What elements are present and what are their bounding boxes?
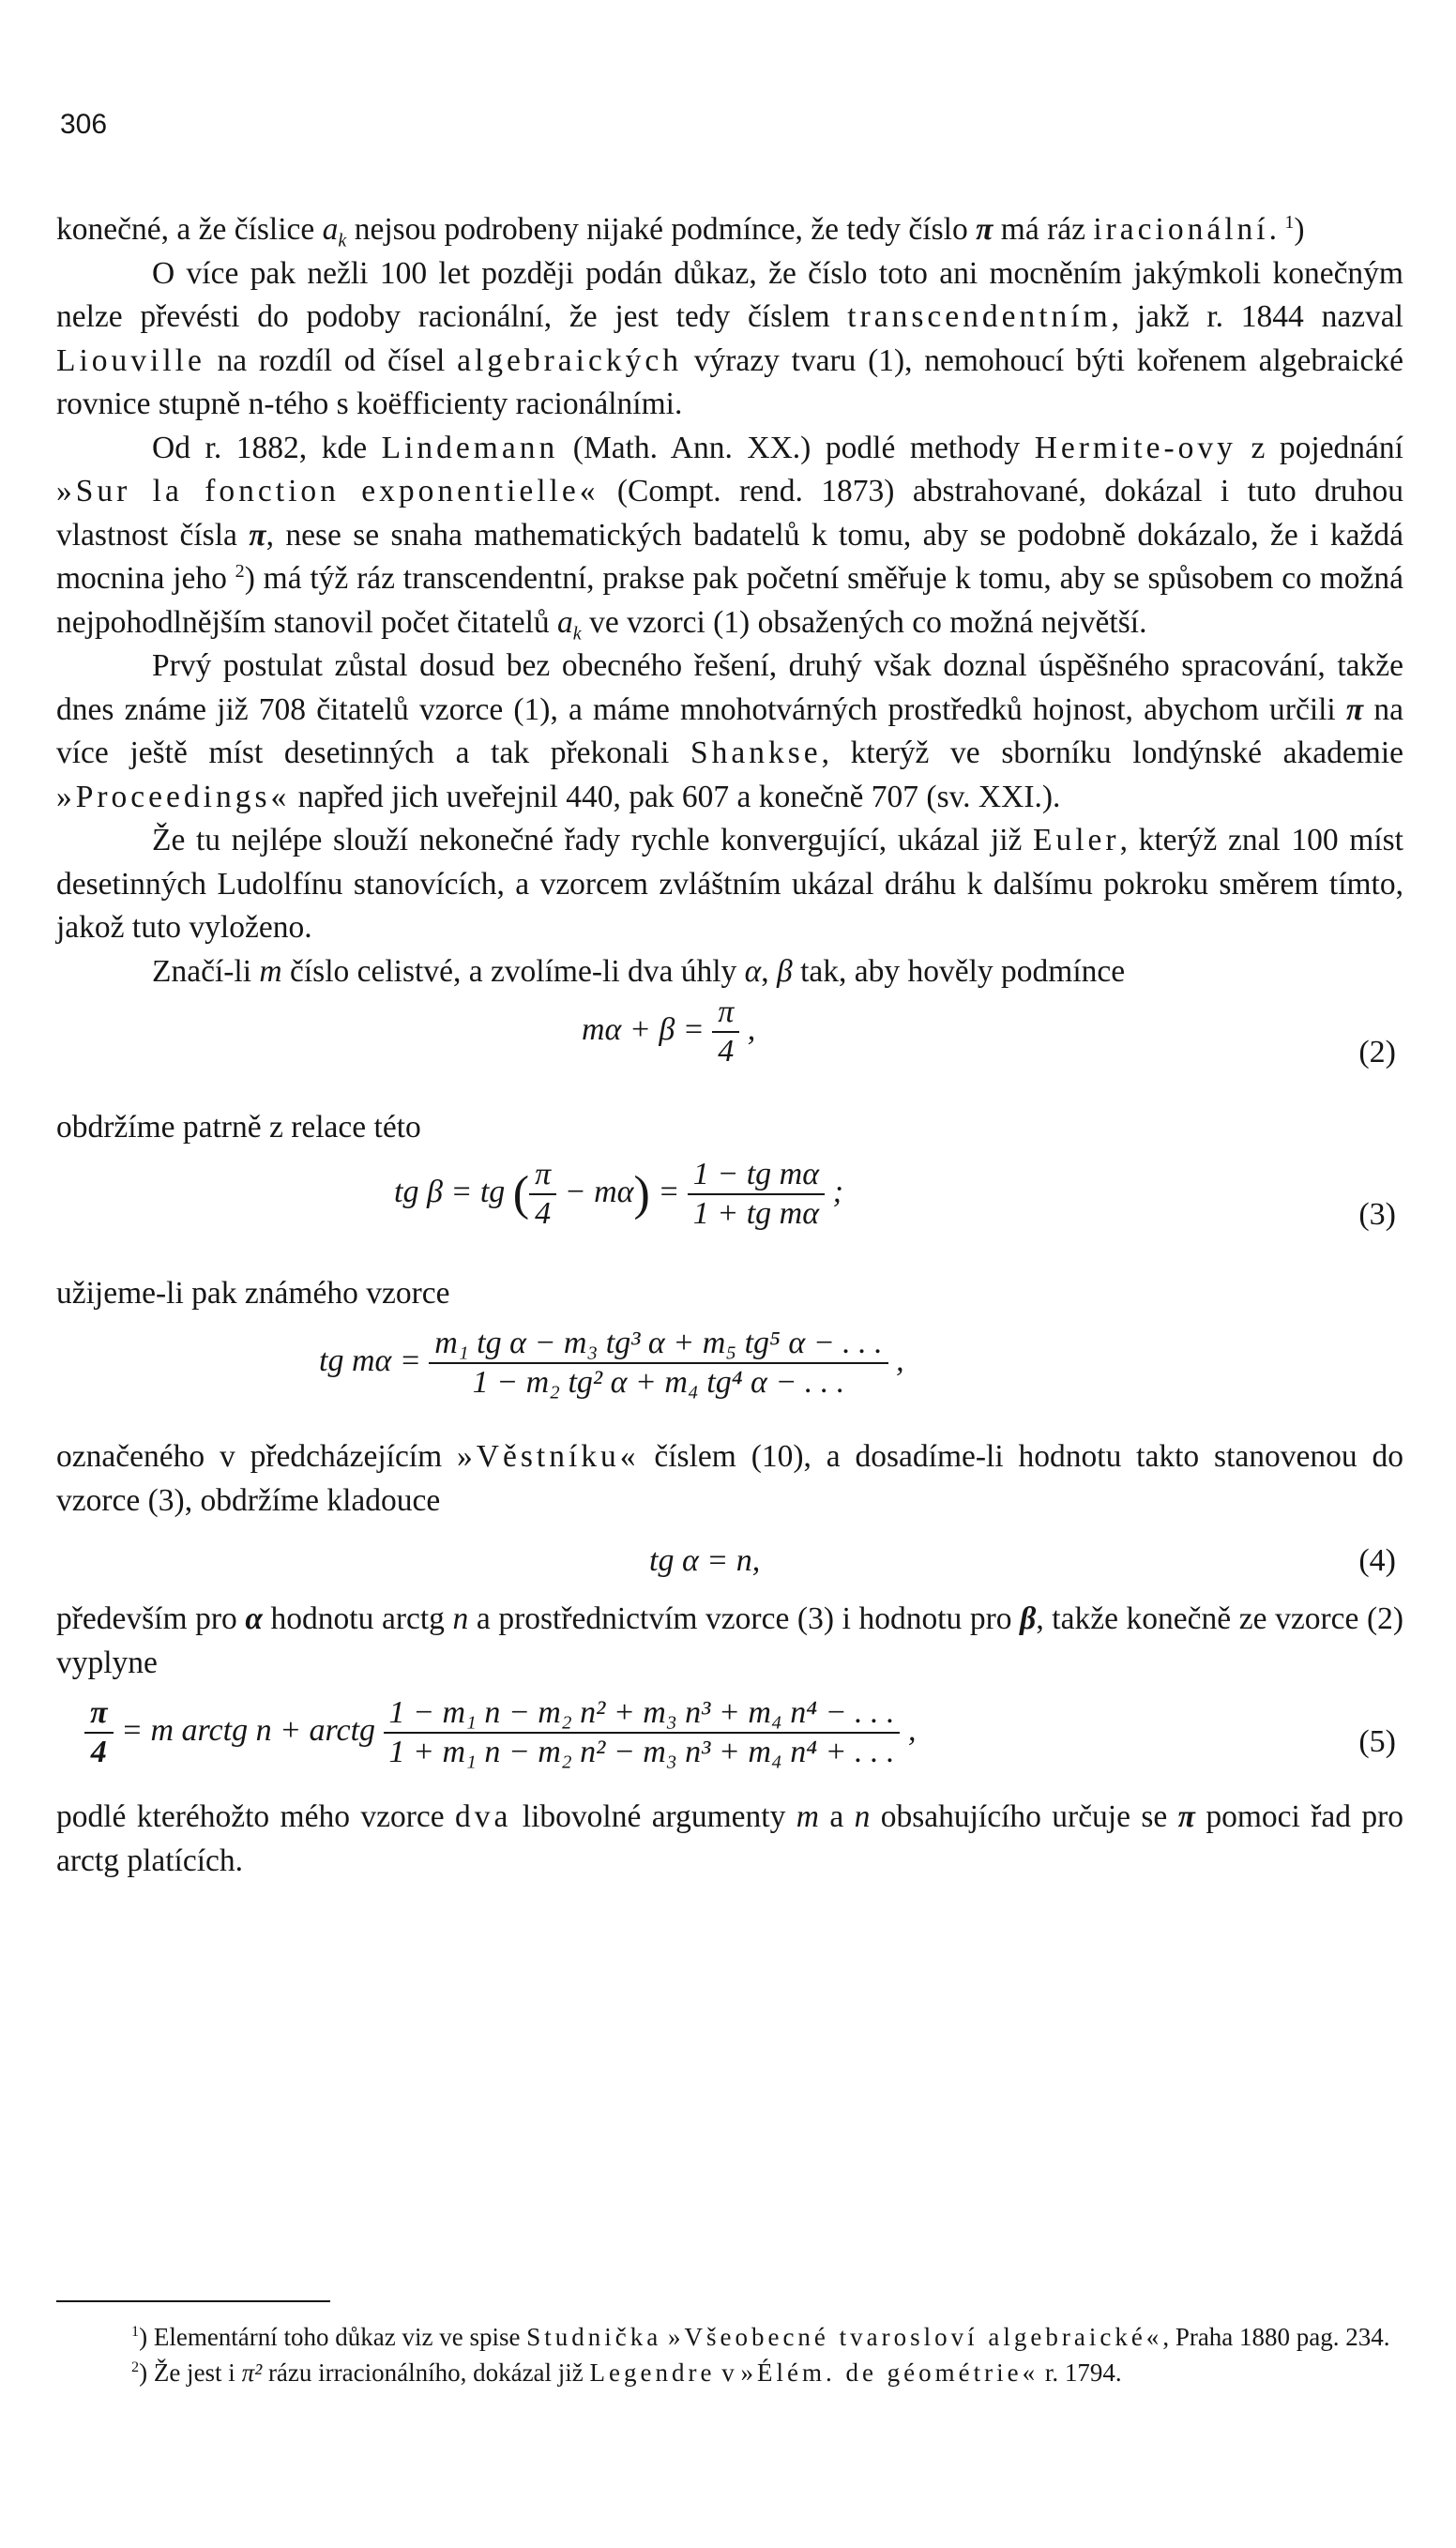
footnote-rule <box>56 2300 330 2302</box>
footnote-ref-2[interactable]: 2 <box>235 560 245 582</box>
math-pi: π <box>976 212 993 247</box>
paragraph-1: konečné, a že číslice $a_k$ nejsou podrobeny nijaké podmínce, že tedy číslo π má ráz iracionální. $^1$) <box>56 211 1305 251</box>
equation-3-label: (3) <box>1358 1196 1396 1232</box>
paragraph-3: Od r. 1882, kde Lindemann (Math. Ann. XX.) podlé methody Hermite-ovy z pojednání »Sur la fonction exponentielle« (Compt. rend. 1873) abstrahované, dokázal i tuto druhou vlastnost čísla π, nese se snaha mathematických badatelů k tomu, aby se podobně dokázalo, že i každá mocnina jeho $^2$) má týž ráz transcendentní, prakse pak početní směřuje k tomu, aby se spůsobem co možná nejpohodlnějším stanovil počet čitatelů $a_k$ ve vzorci (1) obsažených co možná největší. <box>56 430 1403 645</box>
equation-2: mα + β = $\frac{\pi}{4}$ , (2) <box>56 993 1403 1106</box>
name-shanks: Shankse <box>690 736 822 770</box>
equation-3: tg β = tg ( $\frac{\pi}{4}$ − mα) = $\frac{\text{1 − tg mα}}{\text{1 + tg mα}}$ ; (3) <box>56 1150 1403 1272</box>
main-text <box>56 208 1403 1883</box>
equation-5-label: (5) <box>1358 1724 1396 1759</box>
equation-tg: tg mα = $\frac{\text{m₁ tg α − m₃ tg³ α + m₅ tg⁵ α − . . .}}{\text{1 − m₂ tg² α + m₄ tg⁴ α − . . .}}$ , <box>319 1326 904 1400</box>
paragraph-4: Prvý postulat zůstal dosud bez obecného řešení, druhý však doznal úspěšného spracování, takže dnes známe již 708 čitatelů vzorce (1), a máme mnohotvárných prostředků hojnost, abychom určili π na více ještě míst desetinných a tak překonali Shankse, kterýž ve sborníku londýnské akademie »Proceedings« napřed jich uveřejnil 440, pak 607 a konečně 707 (sv. XXI.). <box>56 648 1403 814</box>
page-number: 306 <box>60 109 108 140</box>
footnote-ref-1[interactable]: 1 <box>1284 211 1295 233</box>
paragraph-8: především pro α hodnotu arctg n a prostřednictvím vzorce (3) i hodnotu pro β, takže konečně ze vzorce (2) vyplyne <box>56 1601 1404 1680</box>
equation-5: $\frac{\pi}{4}$ = m arctg n + arctg $\frac{\text{1 − m₁ n − m₂ n² + m₃ n³ + m₄ n⁴ − . . .}}{\text{1 + m₁ n − m₂ n² − m₃ n³ + m₄ n⁴ + . . .}}$ , (5) <box>56 1685 1403 1796</box>
footnote-1: $^1$) Elementární toho důkaz viz ve spise Studnička »Všeobecné tvarosloví algebraické«, Praha 1880 pag. 234. <box>131 2323 1390 2351</box>
text-formula-intro: užijeme-li pak známého vzorce <box>56 1275 450 1311</box>
equation-4: tg α = n, (4) <box>56 1523 1403 1598</box>
name-hermite: Hermite-ovy <box>1034 430 1236 465</box>
paragraph-7: označeného v předcházejícím »Věstníku« číslem (10), a dosadíme-li hodnotu takto stanovenou do vzorce (3), obdržíme kladouce <box>56 1439 1403 1518</box>
name-lindemann: Lindemann <box>381 430 559 465</box>
paragraph-2: O více pak nežli 100 let později podán důkaz, že číslo toto ani mocněním jakýmkoli konečným nelze převésti do podoby racionální, že jest tedy číslem transcendentním, jakž r. 1844 nazval Liouville na rozdíl od čísel algebraických výrazy tvaru (1), nemohoucí býti kořenem algebraické rovnice stupně n-tého s koëfficienty racionálními. <box>56 255 1403 421</box>
paragraph-9: podlé kteréhožto mého vzorce dva libovolné argumenty m a n obsahujícího určuje se π pomoci řad pro arctg platících. <box>56 1799 1404 1878</box>
name-euler: Euler <box>1033 823 1120 857</box>
paragraph-6: Značí-li m číslo celistvé, a zvolíme-li dva úhly α, β tak, aby hověly podmínce <box>152 953 1126 989</box>
text-relation: obdržíme patrně z relace této <box>56 1110 421 1145</box>
math-ak: $a_k$ <box>322 212 347 251</box>
paragraph-5: Že tu nejlépe slouží nekonečné řady rychle konvergující, ukázal již Euler, kterýž znal 100 míst desetinných Ludolfínu stanovících, a vzorcem zvláštním ukázal dráhu k dalšímu pokroku směrem tímto, jakož tuto vyloženo. <box>56 823 1403 945</box>
equation-4-label: (4) <box>1358 1543 1396 1578</box>
equation-2-label: (2) <box>1358 1035 1396 1069</box>
spaced-term: iracionální <box>1093 212 1269 247</box>
name-liouville: Liouville <box>56 342 205 378</box>
footnote-2: $^2$) Že jest i π² rázu irracionálního, dokázal již Legendre v »Élém. de géométrie« r. 1794. <box>131 2358 1122 2387</box>
footnotes <box>56 2300 1403 2390</box>
